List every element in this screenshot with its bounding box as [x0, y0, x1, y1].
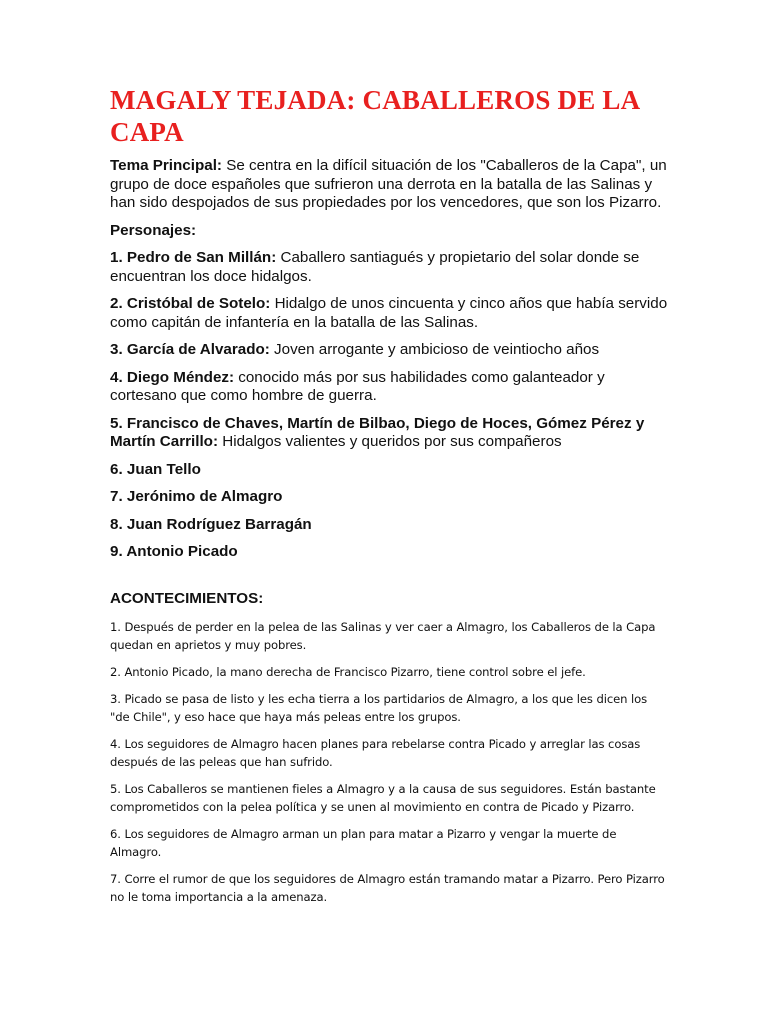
character-desc: Joven arrogante y ambicioso de veintiocho años: [269, 341, 600, 358]
theme-label: Tema Principal:: [110, 157, 222, 174]
character-name: 4. Diego Méndez:: [110, 368, 235, 386]
character-name: 6. Juan Tello: [110, 460, 201, 478]
character-desc: Caballero santiagués y propietario del solar donde se encuentran los doce hidalgos.: [110, 249, 640, 285]
document-title: MAGALY TEJADA: CABALLEROS DE LA CAPA: [110, 85, 639, 147]
character-name: 1. Pedro de San Millán:: [110, 249, 277, 266]
characters-heading: Personajes:: [110, 221, 197, 239]
character-name: 3. García de Alvarado:: [110, 341, 270, 358]
character-name: 8. Juan Rodríguez Barragán: [110, 515, 312, 533]
events-heading: ACONTECIMIENTOS:: [110, 589, 264, 607]
document-page: [110, 84, 670, 915]
event-item: 3. Picado se pasa de listo y les echa tierra a los partidarios de Almagro, a los que les dicen los "de Chile", y eso hace que haya más peleas entre los grupos.: [110, 692, 648, 724]
event-item: 5. Los Caballeros se mantienen fieles a Almagro y a la causa de sus seguidores. Están bastante comprometidos con la pelea política y se unen al movimiento en contra de Picado y Pizarro.: [110, 782, 656, 814]
character-item: [110, 369, 670, 406]
character-item: [110, 488, 670, 507]
event-item: 7. Corre el rumor de que los seguidores de Almagro están tramando matar a Pizarro. Pero Pizarro no le toma importancia a la amenaza.: [110, 872, 665, 904]
character-item: [110, 461, 670, 480]
character-desc: Hidalgo de unos cincuenta y cinco años que había servido como capitán de infantería en la batalla de las Salinas.: [110, 295, 668, 331]
theme-text: Se centra en la difícil situación de los "Caballeros de la Capa", un grupo de doce españoles que sufrieron una derrota en la batalla de las Salinas y han sido despojados de sus propiedades por los vencedores, que son los Pizarro.: [110, 157, 667, 211]
character-name: 9. Antonio Picado: [110, 543, 238, 560]
event-item: 2. Antonio Picado, la mano derecha de Francisco Pizarro, tiene control sobre el jefe.: [110, 665, 586, 679]
event-item: 1. Después de perder en la pelea de las Salinas y ver caer a Almagro, los Caballeros de la Capa quedan en aprietos y muy pobres.: [110, 620, 656, 652]
character-item: [110, 341, 670, 360]
character-item: [110, 543, 670, 562]
character-name: 2. Cristóbal de Sotelo:: [110, 295, 271, 312]
character-item: [110, 249, 670, 286]
theme-paragraph: [110, 157, 670, 213]
character-item: [110, 415, 670, 452]
character-item: [110, 516, 670, 535]
event-item: 6. Los seguidores de Almagro arman un plan para matar a Pizarro y vengar la muerte de Almagro.: [110, 827, 617, 859]
event-item: 4. Los seguidores de Almagro hacen planes para rebelarse contra Picado y arreglar las cosas después de las peleas que han sufrido.: [110, 737, 641, 769]
character-name: 5. Francisco de Chaves, Martín de Bilbao, Diego de Hoces, Gómez Pérez y Martín Carrillo:: [110, 414, 645, 450]
character-desc: conocido más por sus habilidades como galanteador y cortesano que como hombre de guerra.: [110, 368, 605, 404]
character-item: [110, 295, 670, 332]
character-desc: Hidalgos valientes y queridos por sus compañeros: [218, 433, 562, 450]
character-name: 7. Jerónimo de Almagro: [110, 488, 283, 505]
